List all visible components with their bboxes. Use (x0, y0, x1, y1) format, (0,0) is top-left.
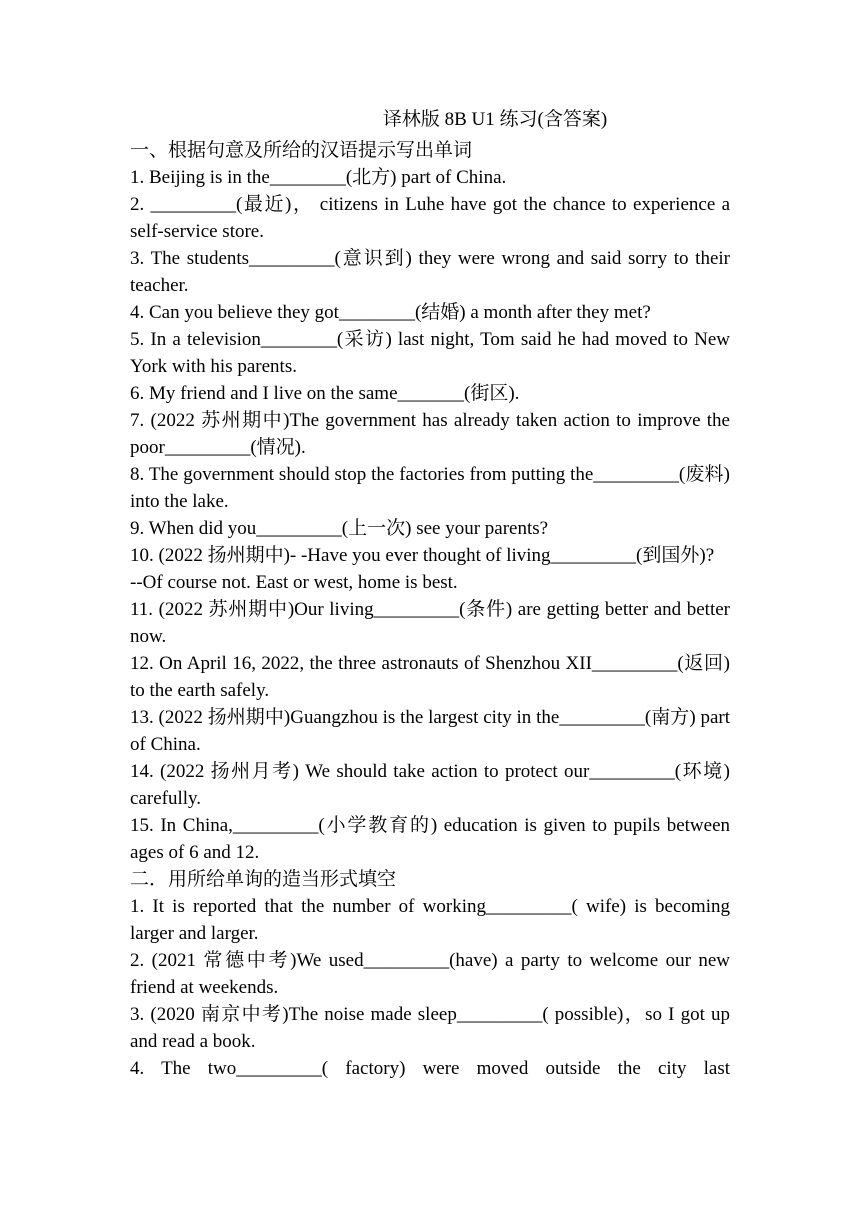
document-title: 译林版 8B U1 练习(含答案) (382, 109, 608, 130)
question-1-10: 10. (2022 扬州期中)- -Have you ever thought of living_________(到国外)? (130, 545, 715, 566)
question-1-11: 11. (2022 苏州期中)Our living_________(条件) are getting better and better now. (130, 599, 730, 647)
question-2-4: 4. The two_________( factory) were moved outside the city last (130, 1058, 730, 1079)
question-1-8: 8. The government should stop the factories from putting the_________(废料) into the lake. (130, 464, 730, 512)
question-1-3: 3. The students_________(意识到) they were wrong and said sorry to their teacher. (130, 248, 730, 296)
question-1-9: 9. When did you_________(上一次) see your parents? (130, 518, 549, 539)
question-1-2: 2. _________(最近)， citizens in Luhe have got the chance to experience a self-service store. (130, 194, 730, 242)
section-2-heading: 二．用所给单询的造当形式填空 (130, 869, 397, 890)
question-1-12: 12. On April 16, 2022, the three astronauts of Shenzhou XII_________(返回) to the earth safely. (130, 653, 730, 701)
document-page (130, 103, 730, 1082)
section-1-heading: 一、根据句意及所给的汉语提示写出单词 (130, 140, 473, 161)
question-2-1: 1. It is reported that the number of working_________( wife) is becoming larger and larger. (130, 896, 730, 944)
question-1-6: 6. My friend and I live on the same_______(街区). (130, 383, 520, 404)
question-1-7: 7. (2022 苏州期中)The government has already taken action to improve the poor_________(情况). (130, 410, 730, 458)
question-2-2: 2. (2021 常德中考)We used_________(have) a party to welcome our new friend at weekends. (130, 950, 730, 998)
question-1-10-answer: --Of course not. East or west, home is best. (130, 572, 458, 593)
question-1-15: 15. In China,_________(小学教育的) education is given to pupils between ages of 6 and 12. (130, 815, 730, 863)
question-1-1: 1. Beijing is in the________(北方) part of China. (130, 167, 507, 188)
question-2-3: 3. (2020 南京中考)The noise made sleep_________( possible)，so I got up and read a book. (130, 1004, 730, 1052)
question-1-14: 14. (2022 扬州月考) We should take action to protect our_________(环境) carefully. (130, 761, 730, 809)
question-1-13: 13. (2022 扬州期中)Guangzhou is the largest city in the_________(南方) part of China. (130, 707, 730, 755)
question-1-4: 4. Can you believe they got________(结婚) a month after they met? (130, 302, 651, 323)
question-1-5: 5. In a television________(采访) last night, Tom said he had moved to New York with his parents. (130, 329, 730, 377)
